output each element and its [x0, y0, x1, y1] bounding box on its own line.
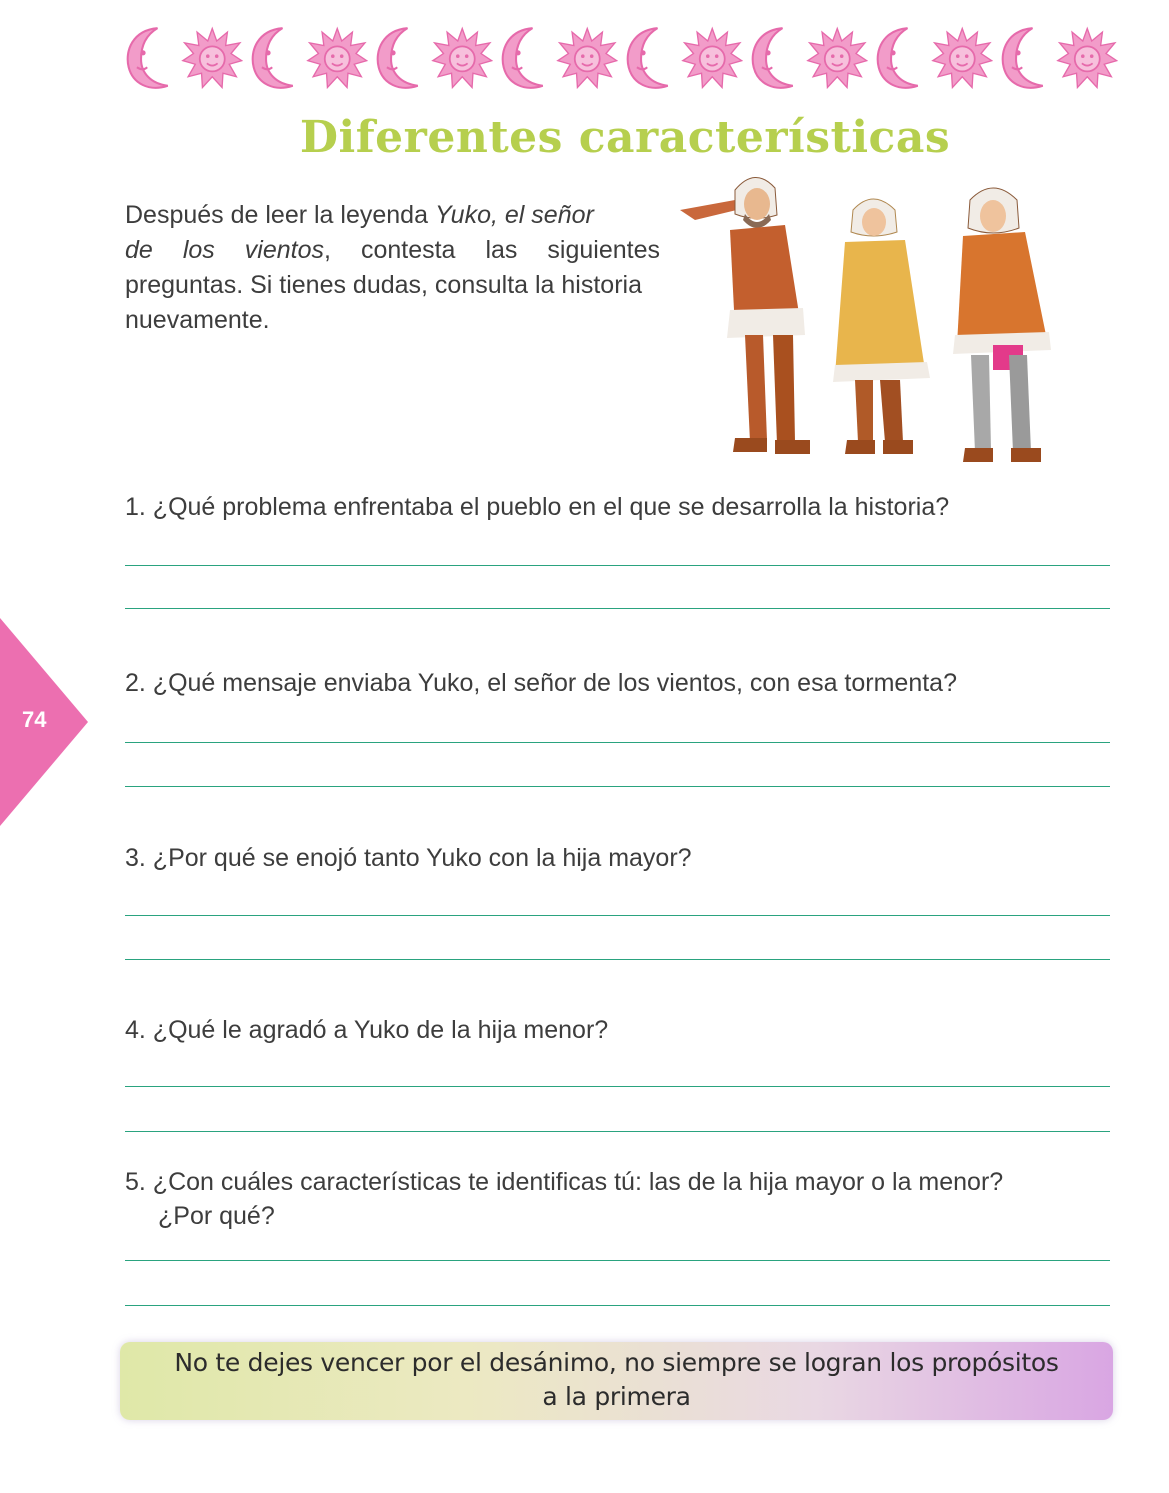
sun-face-icon	[806, 22, 869, 94]
sun-face-icon	[931, 22, 994, 94]
answer-line[interactable]	[125, 608, 1110, 609]
answer-line[interactable]	[125, 742, 1110, 743]
intro-line-2: de los vientos, contesta las siguientes	[125, 236, 660, 264]
answer-line[interactable]	[125, 915, 1110, 916]
moon-face-icon	[368, 22, 431, 94]
page-title: Diferentes características	[299, 112, 951, 163]
question-4: 4. ¿Qué le agradó a Yuko de la hija menor?	[125, 1016, 609, 1044]
moon-face-icon	[618, 22, 681, 94]
answer-line[interactable]	[125, 565, 1110, 566]
sun-face-icon	[1056, 22, 1119, 94]
moon-face-icon	[243, 22, 306, 94]
sun-face-icon	[181, 22, 244, 94]
answer-line[interactable]	[125, 959, 1110, 960]
question-5-line-1: 5. ¿Con cuáles características te identificas tú: las de la hija mayor o la menor?	[125, 1168, 1004, 1196]
motto-text	[120, 1346, 1113, 1414]
question-2: 2. ¿Qué mensaje enviaba Yuko, el señor de los vientos, con esa tormenta?	[125, 669, 957, 697]
question-5-line-2: ¿Por qué?	[158, 1202, 275, 1230]
moon-sun-border	[118, 18, 1118, 98]
answer-line[interactable]	[125, 1131, 1110, 1132]
eskimo-family-illustration	[675, 170, 1100, 480]
question-1: 1. ¿Qué problema enfrentaba el pueblo en el que se desarrolla la historia?	[125, 493, 950, 521]
intro-line-3: preguntas. Si tienes dudas, consulta la historia	[125, 271, 642, 299]
answer-line[interactable]	[125, 1305, 1110, 1306]
motto-line-2: a la primera	[542, 1382, 691, 1411]
sun-face-icon	[306, 22, 369, 94]
intro-paragraph	[125, 198, 725, 338]
moon-face-icon	[868, 22, 931, 94]
moon-face-icon	[993, 22, 1056, 94]
intro-line-1: Después de leer la leyenda Yuko, el señor	[125, 201, 594, 229]
answer-line[interactable]	[125, 1086, 1110, 1087]
question-3: 3. ¿Por qué se enojó tanto Yuko con la hija mayor?	[125, 844, 692, 872]
intro-line-4: nuevamente.	[125, 306, 270, 334]
answer-line[interactable]	[125, 786, 1110, 787]
sun-face-icon	[431, 22, 494, 94]
moon-face-icon	[118, 22, 181, 94]
question-5	[125, 1165, 1125, 1233]
answer-line[interactable]	[125, 1260, 1110, 1261]
sun-face-icon	[556, 22, 619, 94]
moon-face-icon	[493, 22, 556, 94]
page-number: 74	[22, 707, 47, 732]
sun-face-icon	[681, 22, 744, 94]
moon-face-icon	[743, 22, 806, 94]
motto-line-1: No te dejes vencer por el desánimo, no siempre se logran los propósitos	[174, 1348, 1059, 1377]
